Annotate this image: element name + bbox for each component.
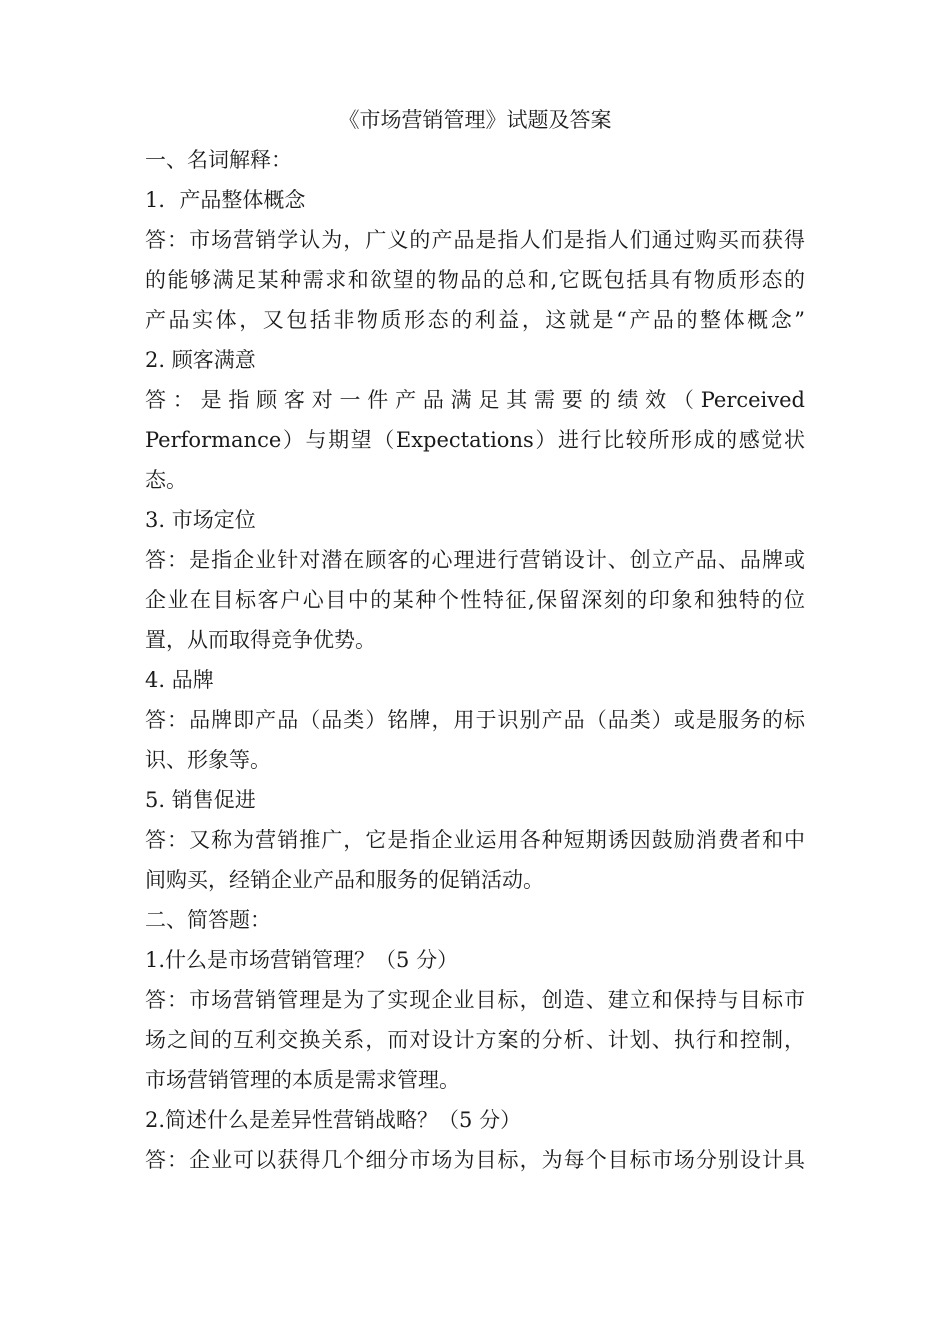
answer-line: 置，从而取得竞争优势。 [145, 628, 376, 652]
answer-line: 企业在目标客户心目中的某种个性特征,保留深刻的印象和独特的位 [145, 588, 805, 612]
question-heading: 5. 销售促进 [145, 788, 256, 812]
answer-line: 答：市场营销管理是为了实现企业目标，创造、建立和保持与目标市 [145, 988, 805, 1012]
question-heading: 1．产品整体概念 [145, 188, 306, 212]
answer-line: 答：是指顾客对一件产品满足其需要的绩效（Perceived [145, 388, 805, 412]
question-heading: 2.简述什么是差异性营销战略？（5 分） [145, 1108, 522, 1132]
answer-line: 答：企业可以获得几个细分市场为目标，为每个目标市场分别设计具 [145, 1148, 805, 1172]
question-heading: 3. 市场定位 [145, 508, 256, 532]
answer-line: 答：又称为营销推广，它是指企业运用各种短期诱因鼓励消费者和中 [145, 828, 805, 852]
question-heading: 4. 品牌 [145, 668, 214, 692]
section-heading-short-answer: 二、简答题： [145, 908, 271, 932]
answer-line: Performance）与期望（Expectations）进行比较所形成的感觉状 [145, 428, 805, 452]
answer-line: 答：是指企业针对潜在顾客的心理进行营销设计、创立产品、品牌或 [145, 548, 805, 572]
section-heading-terms: 一、名词解释： [145, 148, 292, 172]
answer-line: 答：品牌即产品（品类）铭牌，用于识别产品（品类）或是服务的标 [145, 708, 805, 732]
answer-line: 识、形象等。 [145, 748, 271, 772]
answer-line: 答：市场营销学认为，广义的产品是指人们是指人们通过购买而获得 [145, 228, 805, 252]
answer-line: 产品实体，又包括非物质形态的利益，这就是“产品的整体概念” [145, 308, 805, 332]
answer-line: 的能够满足某种需求和欲望的物品的总和,它既包括具有物质形态的 [145, 268, 805, 292]
answer-line: 间购买，经销企业产品和服务的促销活动。 [145, 868, 544, 892]
document-title: 《市场营销管理》试题及答案 [338, 108, 612, 132]
answer-line: 场之间的互利交换关系，而对设计方案的分析、计划、执行和控制， [145, 1028, 805, 1052]
question-heading: 1.什么是市场营销管理？（5 分） [145, 948, 459, 972]
question-heading: 2. 顾客满意 [145, 348, 256, 372]
answer-line: 市场营销管理的本质是需求管理。 [145, 1068, 460, 1092]
answer-line: 态。 [145, 468, 187, 492]
